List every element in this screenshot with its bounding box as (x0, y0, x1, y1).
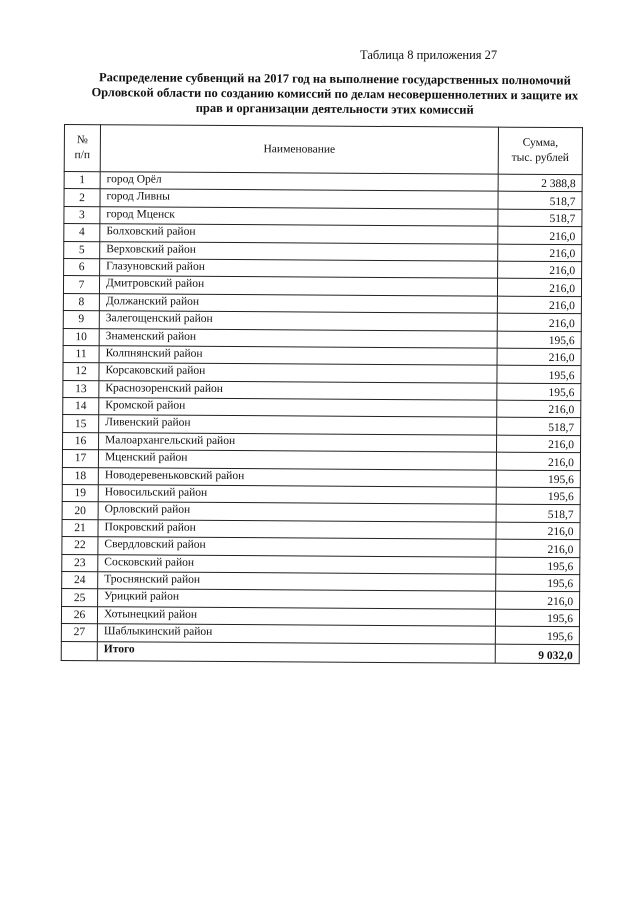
row-name: Верховский район (100, 241, 498, 261)
title-line: Распределение субвенций на 2017 год на выполнение государственных полномочий (98, 70, 571, 88)
row-name: Шаблыкинский район (97, 624, 495, 644)
row-number: 26 (61, 606, 97, 624)
row-name: Новосильский район (98, 485, 496, 505)
column-header-number-line: п/п (74, 149, 91, 162)
subvention-table-container (61, 124, 582, 664)
row-sum: 216,0 (496, 452, 580, 470)
row-name: Болховский район (100, 224, 498, 244)
row-number: 14 (63, 398, 99, 416)
row-name: Хотынецкий район (97, 606, 495, 626)
row-sum: 518,7 (498, 192, 582, 210)
row-name: город Мценск (100, 207, 498, 227)
row-number: 3 (64, 206, 100, 224)
row-sum: 518,7 (497, 418, 581, 436)
row-name: город Орёл (100, 172, 498, 192)
row-number: 23 (62, 554, 98, 572)
row-sum: 195,6 (495, 626, 579, 644)
row-name: Краснозоренский район (99, 380, 497, 400)
row-name: Колпнянский район (99, 346, 497, 366)
row-sum: 2 388,8 (498, 174, 582, 192)
row-number: 10 (63, 328, 99, 346)
row-sum: 195,6 (496, 574, 580, 592)
row-number: 12 (63, 363, 99, 381)
row-sum: 195,6 (495, 609, 579, 627)
table-body (61, 172, 582, 645)
row-sum: 195,6 (497, 383, 581, 401)
row-number: 21 (62, 519, 98, 537)
title-line: Орловской области по созданию комиссий по делам несовершеннолетних и защите их (91, 85, 579, 103)
row-number: 22 (62, 537, 98, 555)
row-name: Урицкий район (98, 589, 496, 609)
appendix-label: Таблица 8 приложения 27 (360, 48, 498, 62)
row-name: Ливенский район (99, 415, 497, 435)
row-number: 18 (62, 467, 98, 485)
row-number: 1 (64, 172, 100, 190)
title-line: прав и организации деятельности этих комиссий (195, 100, 474, 117)
row-sum: 216,0 (497, 313, 581, 331)
row-number: 24 (62, 571, 98, 589)
column-header-sum-line: Сумма, (522, 136, 559, 150)
row-number: 19 (62, 485, 98, 503)
row-name: Сосковский район (98, 554, 496, 574)
row-sum: 216,0 (498, 244, 582, 262)
row-sum: 216,0 (498, 261, 582, 279)
row-sum: 216,0 (497, 400, 581, 418)
row-sum: 216,0 (497, 296, 581, 314)
row-name: Орловский район (98, 502, 496, 522)
row-sum: 216,0 (497, 278, 581, 296)
row-sum: 216,0 (497, 348, 581, 366)
document-title (70, 70, 600, 119)
row-sum: 216,0 (498, 226, 582, 244)
row-number: 7 (63, 276, 99, 294)
row-name: Должанский район (99, 293, 497, 313)
row-name: Корсаковский район (99, 363, 497, 383)
row-sum: 216,0 (497, 435, 581, 453)
total-row (61, 641, 579, 663)
row-name: Новодеревеньковский район (98, 467, 496, 487)
row-sum: 216,0 (496, 592, 580, 610)
row-number: 13 (63, 380, 99, 398)
total-row-number (61, 641, 97, 660)
row-name: Троснянский район (98, 572, 496, 592)
row-number: 2 (64, 189, 100, 207)
row-number: 6 (64, 258, 100, 276)
column-header-sum-line: тыс. рублей (511, 151, 570, 165)
row-number: 9 (63, 311, 99, 329)
row-number: 25 (62, 589, 98, 607)
row-name: Кромской район (99, 398, 497, 418)
total-label: Итого (97, 641, 495, 662)
row-name: Знаменский район (99, 328, 497, 348)
row-sum: 216,0 (496, 539, 580, 557)
row-name: Малоархангельский район (99, 433, 497, 453)
row-name: Свердловский район (98, 537, 496, 557)
row-number: 16 (63, 432, 99, 450)
column-header-number-line: № (76, 134, 88, 147)
row-sum: 195,6 (496, 557, 580, 575)
column-header-number (64, 125, 100, 172)
row-name: Покровский район (98, 520, 496, 540)
column-header-name: Наименование (100, 125, 498, 174)
row-sum: 518,7 (498, 209, 582, 227)
row-sum: 195,6 (496, 470, 580, 488)
row-number: 8 (63, 293, 99, 311)
row-number: 27 (61, 624, 97, 642)
row-number: 15 (63, 415, 99, 433)
row-name: Залегощенский район (99, 311, 497, 331)
subvention-table (61, 124, 583, 664)
row-name: Глазуновский район (100, 259, 498, 279)
row-sum: 195,6 (497, 331, 581, 349)
row-number: 5 (64, 241, 100, 259)
row-number: 17 (62, 450, 98, 468)
row-name: Дмитровский район (99, 276, 497, 296)
row-sum: 518,7 (496, 505, 580, 523)
row-number: 11 (63, 345, 99, 363)
table-header-row (64, 125, 582, 175)
total-sum: 9 032,0 (495, 644, 579, 664)
row-sum: 216,0 (496, 522, 580, 540)
row-number: 4 (64, 224, 100, 242)
row-sum: 195,6 (496, 487, 580, 505)
row-sum: 195,6 (497, 365, 581, 383)
row-number: 20 (62, 502, 98, 520)
row-name: город Ливны (100, 189, 498, 209)
row-name: Мценский район (98, 450, 496, 470)
column-header-sum (498, 127, 582, 175)
